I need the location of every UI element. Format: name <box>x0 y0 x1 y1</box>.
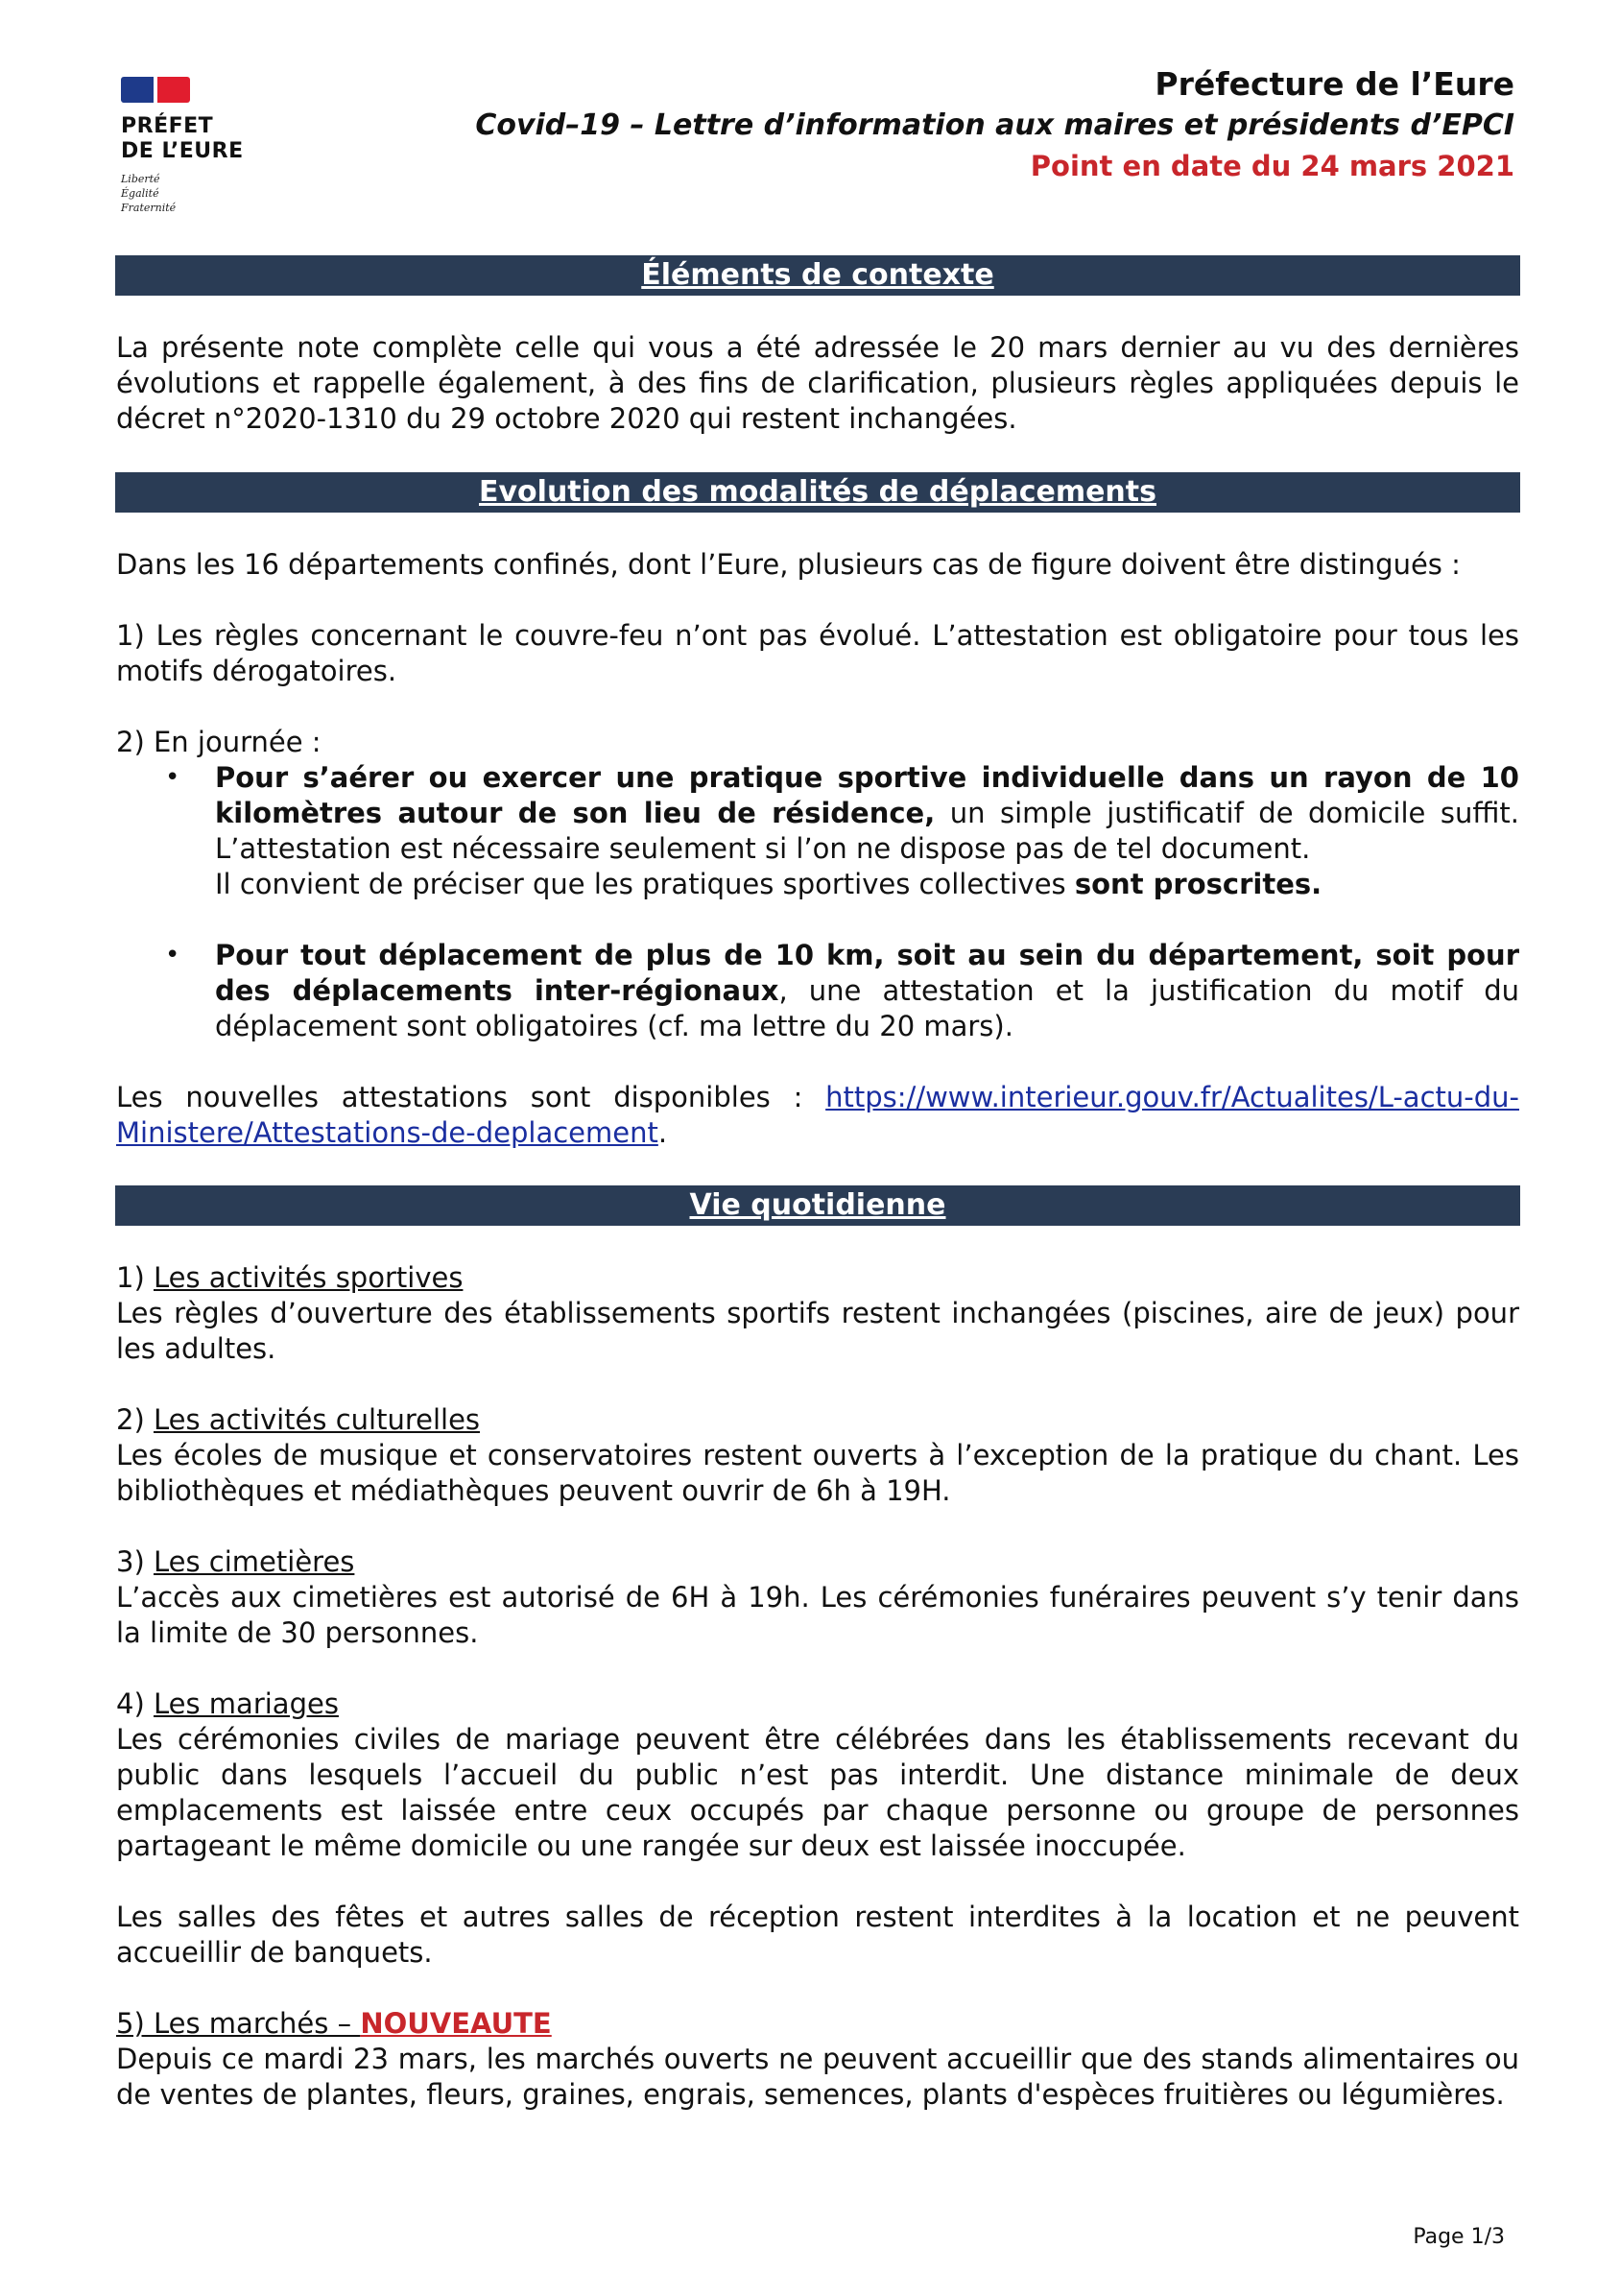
attestations-link[interactable]: https://www.interieur.gouv.fr/Actualites/L-actu-du-Ministere/Attestations-de-deplacement <box>116 1081 1519 1149</box>
bullet-deplacement-text: , une attestation et la justification du motif du déplacement sont obligatoires (cf. ma lettre du 20 mars). <box>215 974 1519 1042</box>
header-prefecture: Préfecture de l’Eure <box>1155 65 1514 103</box>
s2-number: 2) <box>116 1403 154 1436</box>
s2-text: Les écoles de musique et conservatoires restent ouverts à l’exception de la pratique du chant. Les bibliothèques et médiathèques peuvent ouvrir de 6h à 19H. <box>116 1439 1519 1507</box>
deplacements-intro: Dans les 16 départements confinés, dont l’Eure, plusieurs cas de figure doivent être distingués : <box>116 548 1461 581</box>
section-bar-quotidien <box>115 1185 1520 1226</box>
section-bar-deplacements <box>115 472 1520 513</box>
quotidien-s2 <box>116 1402 1519 1509</box>
quotidien-s3 <box>116 1544 1519 1651</box>
section-bar-contexte <box>115 255 1520 296</box>
bullet-sport-bold: Pour s’aérer ou exercer une pratique sportive individuelle dans un rayon de 10 kilomètres autour de son lieu de résidence, <box>215 761 1519 829</box>
deplacements-p2: 2) En journée : <box>116 726 322 758</box>
logo-motto <box>121 172 313 215</box>
s5-text: Depuis ce mardi 23 mars, les marchés ouverts ne peuvent accueillir que des stands alimentaires ou de ventes de plantes, fleurs, graines, engrais, semences, plants d'espèces fruitières ou légumières. <box>116 2043 1519 2111</box>
s2-title: Les activités culturelles <box>153 1403 481 1436</box>
bullet-sport-line2: Il convient de préciser que les pratiques sportives collectives <box>215 868 1075 900</box>
s5-nouveaute-badge: NOUVEAUTE <box>360 2007 552 2040</box>
s3-title: Les cimetières <box>153 1545 355 1578</box>
s3-text: L’accès aux cimetières est autorisé de 6H à 19h. Les cérémonies funéraires peuvent s’y tenir dans la limite de 30 personnes. <box>116 1581 1519 1649</box>
section-title-deplacements: Evolution des modalités de déplacements <box>479 475 1156 509</box>
attestations-text: Les nouvelles attestations sont disponibles : <box>116 1081 826 1113</box>
contexte-text: La présente note complète celle qui vous a été adressée le 20 mars dernier au vu des dernières évolutions et rappelle également, à des fins de clarification, plusieurs règles appliquées depuis le décret n°2020-1310 du 29 octobre 2020 qui restent inchangées. <box>116 331 1519 435</box>
header-subject: Covid–19 – Lettre d’information aux maires et présidents d’EPCI <box>475 108 1514 142</box>
s4-number: 4) <box>116 1687 154 1720</box>
bullet-sport <box>215 760 1519 902</box>
attestations-paragraph <box>116 1080 1519 1151</box>
bullet-sport-text: un simple justificatif de domicile suffit. L’attestation est nécessaire seulement si l’on ne dispose pas de tel document. <box>215 797 1519 865</box>
section-title-quotidien: Vie quotidienne <box>689 1188 946 1222</box>
document-header <box>475 63 1514 186</box>
quotidien-s1 <box>116 1260 1519 1367</box>
s4-text: Les cérémonies civiles de mariage peuvent être célébrées dans les établissements recevant du public dans lesquels l’accueil du public n’est pas interdit. Une distance minimale de deux emplacements est laissée entre ceux occupés par chaque personne ou groupe de personnes partageant le même domicile ou une rangée sur deux est laissée inoccupée. <box>116 1723 1519 1862</box>
motto-liberte: Liberté <box>121 173 160 185</box>
prefet-logo <box>121 77 313 215</box>
bullet-icon: • <box>165 763 180 792</box>
bullet-deplacement <box>215 938 1519 1044</box>
quotidien-s4 <box>116 1686 1519 1864</box>
logo-title-line1: PRÉFET <box>121 114 214 138</box>
s1-number: 1) <box>116 1261 154 1294</box>
header-date: Point en date du 24 mars 2021 <box>1030 150 1514 182</box>
s4-title: Les mariages <box>153 1687 339 1720</box>
motto-egalite: Égalité <box>121 187 159 200</box>
s3-number: 3) <box>116 1545 154 1578</box>
quotidien-s5 <box>116 2006 1519 2113</box>
s1-text: Les règles d’ouverture des établissements sportifs restent inchangées (piscines, aire de jeux) pour les adultes. <box>116 1297 1519 1365</box>
marianne-flag-icon <box>121 77 190 103</box>
logo-title-line2: DE L’EURE <box>121 139 244 163</box>
s1-title: Les activités sportives <box>153 1261 464 1294</box>
page-number: Page 1/3 <box>1413 2225 1505 2249</box>
attestations-end: . <box>657 1116 668 1149</box>
s5-title: 5) Les marchés – <box>116 2007 361 2040</box>
deplacements-p1: 1) Les règles concernant le couvre-feu n’ont pas évolué. L’attestation est obligatoire pour tous les motifs dérogatoires. <box>116 619 1519 687</box>
bullet-icon: • <box>165 941 180 969</box>
bullet-sport-line2-bold: sont proscrites. <box>1074 868 1322 900</box>
section-title-contexte: Éléments de contexte <box>641 258 994 292</box>
quotidien-s4-salles: Les salles des fêtes et autres salles de réception restent interdites à la location et ne peuvent accueillir de banquets. <box>116 1901 1519 1969</box>
bullet-deplacement-bold: Pour tout déplacement de plus de 10 km, soit au sein du département, soit pour des déplacements inter-régionaux <box>215 939 1519 1007</box>
motto-fraternite: Fraternité <box>121 202 177 214</box>
